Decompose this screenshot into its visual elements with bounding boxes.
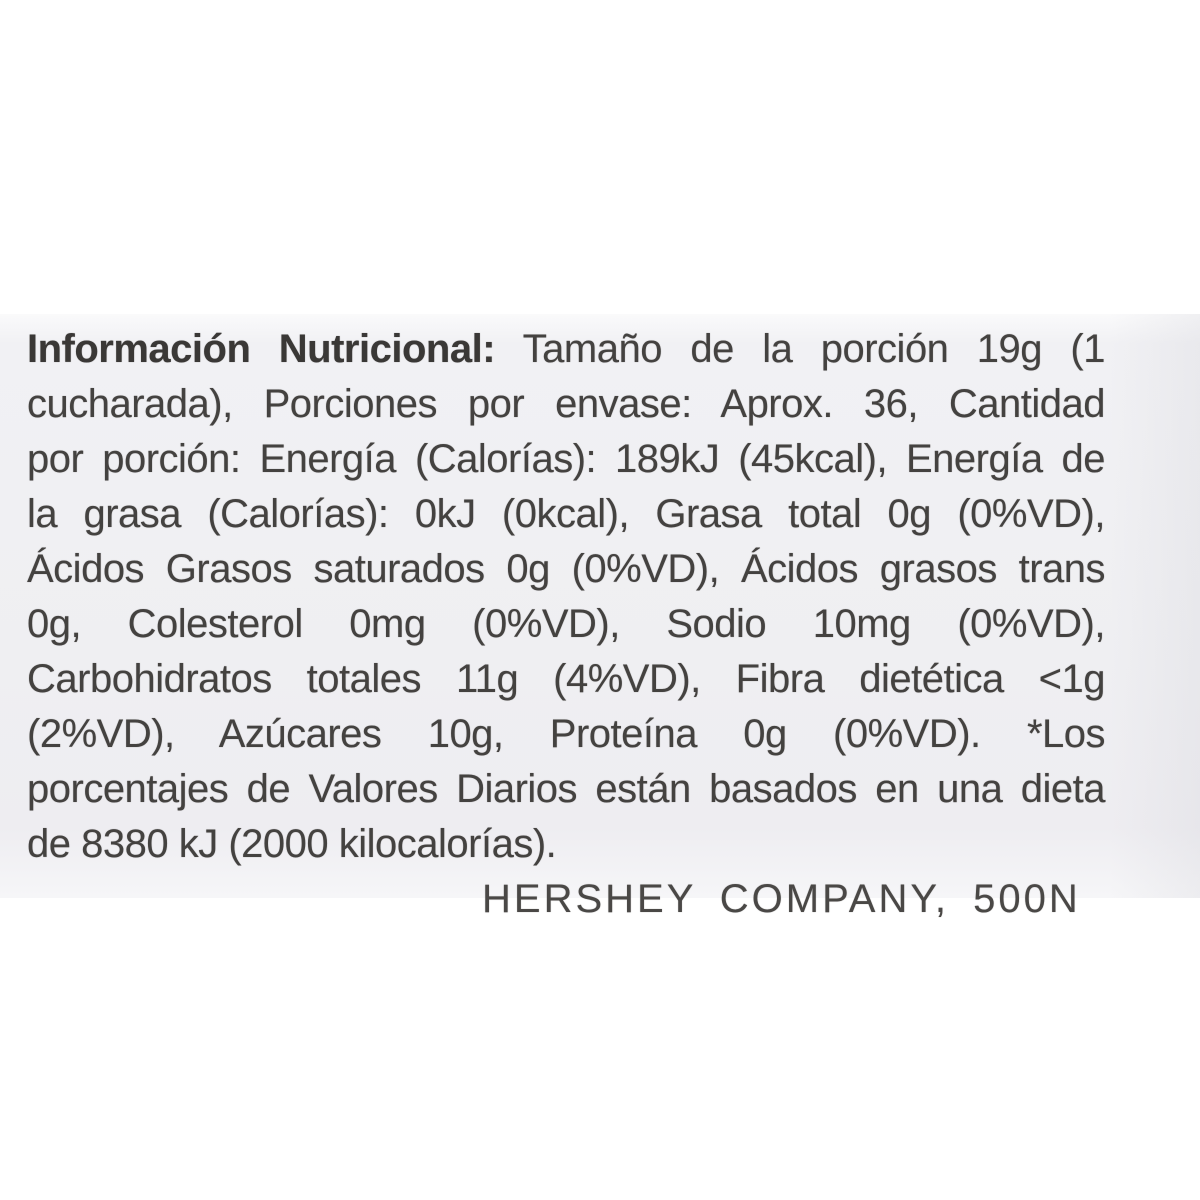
serving-size-text: Tamaño de la porción 19g (1	[495, 327, 1105, 371]
label-line-2: cucharada), Porciones por envase: Aprox. 36, Cantidad	[27, 382, 1105, 426]
label-line-6: 0g, Colesterol 0mg (0%VD), Sodio 10mg (0%VD),	[27, 602, 1105, 646]
nutrition-text-block	[27, 322, 1105, 927]
label-line-3: por porción: Energía (Calorías): 189kJ (45kcal), Energía de	[27, 437, 1105, 481]
label-line-7: Carbohidratos totales 11g (4%VD), Fibra dietética <1g	[27, 657, 1105, 701]
label-line-9: porcentajes de Valores Diarios están basados en una dieta	[27, 767, 1105, 811]
label-line-5: Ácidos Grasos saturados 0g (0%VD), Ácidos grasos trans	[27, 547, 1105, 591]
nutrition-label-photo	[0, 314, 1200, 921]
label-line-1	[27, 322, 1105, 377]
label-line-8: (2%VD), Azúcares 10g, Proteína 0g (0%VD). *Los	[27, 712, 1105, 756]
nutrition-title: Información Nutricional:	[27, 327, 496, 371]
label-line-10: de 8380 kJ (2000 kilocalorías).	[27, 822, 557, 866]
label-line-4: la grasa (Calorías): 0kJ (0kcal), Grasa total 0g (0%VD),	[27, 492, 1105, 536]
manufacturer-cutoff-line: HERSHEY COMPANY, 500N	[482, 877, 1081, 921]
